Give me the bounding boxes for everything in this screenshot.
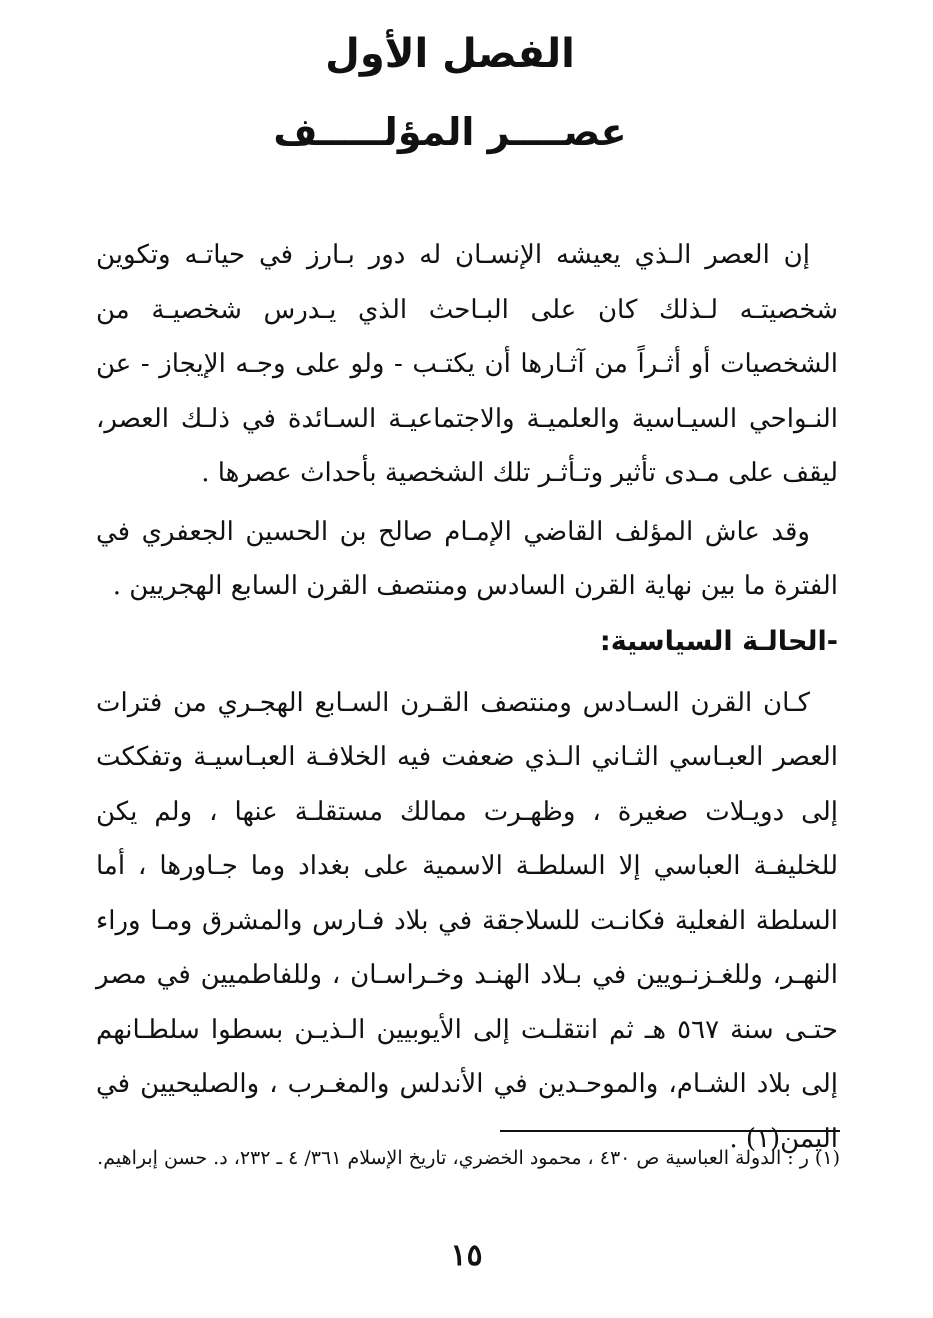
author-paragraph: وقد عاش المؤلف القاضي الإمـام صالح بن الحسين الجعفري في الفترة ما بين نهاية القرن السادس ومنتصف القرن السابع الهجريين .	[96, 516, 838, 601]
page-number: ١٥	[450, 1238, 483, 1273]
intro-paragraph: إن العصر الـذي يعيشه الإنسـان له دور بـارز في حياتـه وتكوين شخصيتـه لـذلك كان على البـاحث الذي يـدرس شخصيـة من الشخصيات أو أثـراً من آثـارها أن يكتـب - ولو على وجـه الإيجاز - عن النـواحي السيـاسية والعلميـة والاجتماعيـة السـائدة في ذلـك العصر، ليقف على مـدى تأثير وتـأثـر تلك الشخصية بأحداث عصرها .	[96, 240, 838, 488]
footnote: (١) ر : الدولة العباسية ص ٤٣٠ ، محمود الخضري، تاريخ الإسلام ٣٦١/ ٤ ـ ٢٣٢، د. حسن إبراهيم.	[97, 1147, 840, 1169]
footnote-divider	[500, 1130, 840, 1132]
chapter-subtitle: عصــــر المؤلـــــف	[273, 110, 627, 154]
section-heading-political: -الحالـة السياسية:	[599, 625, 838, 657]
body-text	[96, 228, 838, 1166]
chapter-title: الفصل الأول	[325, 31, 575, 77]
political-paragraph: كـان القرن السـادس ومنتصف القـرن السـابع الهجـري من فترات العصر العبـاسي الثـاني الـذي ضعفت فيه الخلافـة العبـاسيـة وتفككت إلى دويـلات صغيرة ، وظهـرت ممالك مستقلـة عنها ، ولم يكن للخليفـة العباسي إلا السلطـة الاسمية على بغداد وما جـاورها ، أما السلطة الفعلية فكانـت للسلاجقة في بلاد فـارس والمشرق ومـا وراء النهـر، وللغـزنـويين في بـلاد الهنـد وخـراسـان ، وللفاطميين في مصر حتـى سنة ٥٦٧ هـ ثم انتقلـت إلى الأيوبيين الـذيـن بسطوا سلطـانهم إلى بلاد الشـام، والموحـدين في الأندلس والمغـرب ، والصليحيين في اليمن(١) .	[96, 687, 838, 1154]
